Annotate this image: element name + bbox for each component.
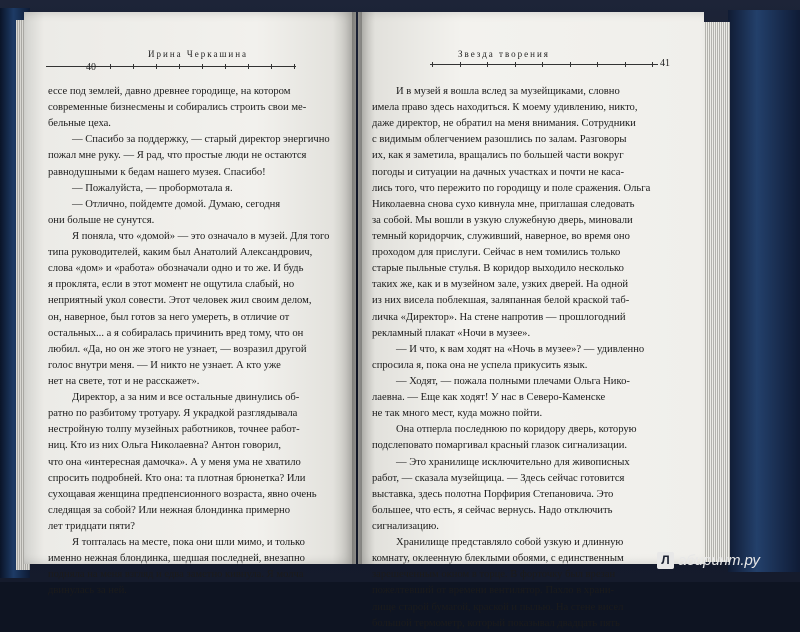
text-line: Николаевна снова сухо кивнула мне, приглашая следовать (372, 198, 635, 210)
running-head-right: Звезда творения (458, 49, 550, 59)
left-page-text (48, 84, 348, 600)
text-line: таких же, как и в музейном зале, узких дверей. На одной (372, 279, 629, 291)
text-line: ессе под землей, давно древнее городище, на котором (48, 86, 291, 97)
text-line: большой термометр, который показывал двадцать пять (372, 617, 620, 629)
text-line: они больше не сунутся. (48, 214, 155, 226)
text-line: Я поняла, что «домой» — это означало в музей. Для того (72, 230, 330, 242)
text-line: имела право здесь находиться. К моему удивлению, никто, (372, 102, 638, 114)
header-right-ornament-tick (625, 62, 626, 67)
text-line: что она «интересная дамочка». А у меня ума не хватило (48, 456, 301, 468)
header-left-ornament-tick (248, 64, 249, 69)
text-line: спросить подробней. Кто она: та плотная брюнетка? Или (48, 472, 306, 484)
text-line: рекламный плакат «Ночи в музее». (372, 327, 531, 339)
text-line: — Спасибо за поддержку, — старый директор энергично (72, 134, 330, 146)
page-number-right: 41 (660, 58, 670, 69)
text-line: личка «Директор». На стене напротив — прошлогодний (372, 311, 626, 323)
watermark-logo (657, 549, 760, 571)
text-line: лаевна. — Еще как ходят! У нас в Северо-Каменске (372, 392, 606, 404)
header-left-ornament-tick (156, 64, 157, 69)
text-line: старые пыльные стулья. В коридор выходило несколько (372, 263, 624, 275)
text-line: лище старой бумагой, краской и пылью. На стене висел (372, 601, 624, 613)
text-line: подслеповато помаргивал красный глазок сигнализации. (372, 440, 628, 452)
text-line: из них висела поблекшая, заляпанная белой краской таб- (372, 295, 630, 307)
text-line: даже директор, не обратил на меня внимания. Сотрудники (372, 118, 636, 130)
text-line: любил. «Да, но он же этого не узнает, — возразил другой (48, 343, 307, 355)
text-line: нет на свете, тот и не расскажет». (48, 375, 200, 387)
text-line: — Это хранилище исключительно для живописных (396, 456, 630, 468)
text-line: выставка, здесь полотна Порфирия Степановича. Это (372, 488, 614, 500)
text-line: их, как я заметила, вращались по большей части вокруг (372, 150, 624, 162)
text-line: — Отлично, пойдемте домой. Думаю, сегодня (72, 198, 281, 210)
text-line: именно нежная блондинка, шедшая последней, внезапно (48, 553, 305, 565)
header-left-ornament-tick (202, 64, 203, 69)
text-line: погоды и ситуации на дачных участках и почти не каса- (372, 166, 624, 178)
watermark-text: абиринт.ру (678, 551, 760, 569)
text-line: Я топталась на месте, пока они шли мимо, и только (72, 537, 305, 549)
right-page-text (372, 84, 676, 632)
header-right-ornament-tick (460, 62, 461, 67)
page-number-left: 40 (86, 62, 96, 73)
text-line: сигнализацию. (372, 520, 439, 532)
book-cover-right (728, 10, 800, 572)
header-right-ornament-tick (652, 62, 653, 67)
text-line: зарешеченным окном в торце. В форточку был врезан (372, 569, 616, 581)
text-line: Она отперла последнюю по коридору дверь, которую (396, 424, 637, 436)
header-left-ornament-tick (179, 64, 180, 69)
running-head-left: Ирина Черкашина (148, 49, 249, 59)
text-line: не так много мест, куда можно пойти. (372, 408, 543, 420)
header-left-ornament-tick (294, 64, 295, 69)
text-line: ратно по разбитому тротуару. Я украдкой разглядывала (48, 408, 298, 420)
text-line: равнодушными к бедам нашего музея. Спасибо! (48, 166, 266, 178)
header-right-ornament-tick (432, 62, 433, 67)
text-line: типа руководителей, каким был Анатолий Александрович, (48, 247, 313, 259)
text-line: лись того, что пережито по городищу и поле сражения. Ольга (372, 182, 651, 194)
text-line: — Пожалуйста, — пробормотала я. (72, 182, 233, 194)
text-line: работ, — сказала музейщица. — Здесь сейчас готовится (372, 472, 625, 484)
text-line: большее, что есть, я сейчас вернусь. Надо отключить (372, 504, 613, 516)
header-left-ornament-tick (110, 64, 111, 69)
page-stack-right (704, 22, 730, 562)
text-line: Хранилище представляло собой узкую и длинную (396, 537, 624, 549)
text-line: следящая за собой? Или нежная блондинка примерно (48, 504, 291, 516)
text-line: бельные цеха. (48, 118, 111, 130)
text-line: комнату, оклеенную блеклыми обоями, с единственным (372, 553, 624, 565)
text-line: пожелтевший от времени вентилятор. Пахло в храни- (372, 585, 615, 597)
text-line: пожал мне руку. — Я рад, что простые люди не остаются (48, 150, 307, 162)
text-line: он, наверное, был готов за него умереть, в отличие от (48, 311, 290, 323)
text-line: — Ходят, — пожала полными плечами Ольга Нико- (396, 375, 630, 387)
header-left-ornament-tick (271, 64, 272, 69)
header-left-ornament-tick (133, 64, 134, 69)
text-line: подняла на меня взгляд и едва заметно кивнула. Я молча (48, 569, 304, 581)
text-line: нестройную толпу музейных работников, точнее работ- (48, 424, 300, 436)
text-line: проходом для прислуги. Сейчас в нем томились только (372, 247, 621, 259)
header-rule-left (46, 66, 296, 67)
text-line: современные бизнесмены и собирались строить свои ме- (48, 102, 307, 114)
header-right-ornament-tick (570, 62, 571, 67)
text-line: я проклята, если в этот момент не ощутила слабый, но (48, 279, 295, 291)
text-line: с видимым облегчением разошлись по залам. Разговоры (372, 134, 627, 146)
text-line: лет тридцати пяти? (48, 520, 135, 532)
text-line: голос внутри меня. — И никто не узнает. А кто уже (48, 359, 281, 371)
text-line: И в музей я вошла вслед за музейщиками, словно (396, 86, 620, 97)
header-left-ornament-tick (225, 64, 226, 69)
header-right-ornament-tick (515, 62, 516, 67)
text-line: Директор, а за ним и все остальные двинулись об- (72, 392, 300, 404)
text-line: двинулась за ней. (48, 585, 127, 597)
text-line: неприятный укол совести. Этот человек жил своим делом, (48, 295, 312, 307)
text-line: темный коридорчик, служивший, наверное, во время оно (372, 230, 630, 242)
labirint-logo-icon: Л (657, 552, 674, 569)
book-gutter (352, 12, 362, 564)
text-line: за собой. Мы вошли в узкую служебную дверь, миновали (372, 214, 633, 226)
header-right-ornament-tick (597, 62, 598, 67)
header-right-ornament-tick (487, 62, 488, 67)
text-line: сухощавая женщина предпенсионного возраста, явно очень (48, 488, 317, 500)
header-right-ornament-tick (542, 62, 543, 67)
text-line: остальных... а я собиралась причинить вред тому, что он (48, 327, 304, 339)
header-rule-right (430, 64, 658, 65)
text-line: спросила я, пока она не успела прикусить язык. (372, 359, 588, 371)
text-line: слова «дом» и «работа» обозначали одно и то же. И будь (48, 263, 304, 275)
text-line: — И что, к вам ходят на «Ночь в музее»? — удивленно (396, 343, 645, 355)
text-line: ниц. Кто из них Ольга Николаевна? Антон говорил, (48, 440, 282, 452)
